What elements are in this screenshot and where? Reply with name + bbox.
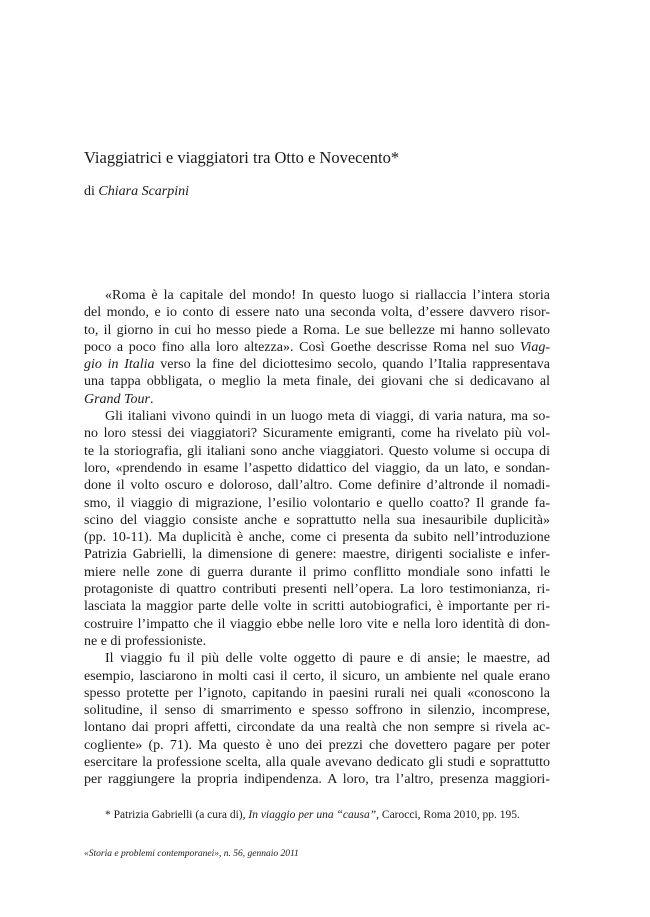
footnote-suffix: , Carocci, Roma 2010, pp. 195. <box>376 809 520 821</box>
body-line: Gli italiani vivono quindi in un luogo meta di viaggi, di varia natura, ma so- <box>105 409 550 425</box>
running-footer: «Storia e problemi contemporanei», n. 56, gennaio 2011 <box>84 849 299 859</box>
body-line: una tappa obbligata, o meglio la meta finale, dei giovani che si dedicavano al <box>84 374 550 390</box>
italic-title: Grand Tour <box>84 391 151 407</box>
body-line: per raggiungere la propria indipendenza. A loro, tra l’altro, presenza maggiori- <box>84 772 550 788</box>
body-line: solitudine, il senso di smarrimento e spesso soffrono in silenzio, incomprese, <box>84 703 550 719</box>
body-line: Patrizia Gabrielli, la dimensione di genere: maestre, dirigenti socialiste e infer- <box>84 547 550 563</box>
body-line: esempio, lasciarono in molti casi il certo, il sicuro, un ambiente nel quale erano <box>84 668 550 684</box>
body-line: lasciata la maggior parte delle volte in scritti autobiografici, è importante per ri- <box>84 599 550 615</box>
body-line: spesso protette per l’ignoto, capitando in paesini rurali nei quali «conoscono la <box>84 685 550 701</box>
author-name: Chiara Scarpini <box>98 184 190 199</box>
article-title: Viaggiatrici e viaggiatori tra Otto e Novecento* <box>84 148 400 167</box>
body-line: cogliente» (p. 71). Ma questo è uno dei prezzi che dovettero pagare per poter <box>84 737 550 753</box>
body-line: gio in Italia verso la fine del diciottesimo secolo, quando l’Italia rappresentava <box>84 357 550 373</box>
article-body <box>84 287 550 789</box>
italic-title: gio in Italia <box>84 357 155 373</box>
body-line: miere nelle zone di guerra durante il primo conflitto mondiale sono infatti le <box>84 564 550 580</box>
body-line: smo, il viaggio di migrazione, l’esilio volontario e quello coatto? Il grande fa- <box>84 495 550 511</box>
body-line: «Roma è la capitale del mondo! In questo luogo si riallaccia l’intera storia <box>105 288 550 303</box>
footnote <box>105 808 520 822</box>
body-line: (pp. 10-11). Ma duplicità è anche, come ci presenta da subito nell’introduzione <box>84 530 550 546</box>
body-line: Grand Tour. <box>84 391 154 407</box>
body-line: lontano dai propri affetti, circondate da una realtà che non sempre si rivela ac- <box>84 720 550 736</box>
body-line: esercitare la professione scelta, alla quale avevano dedicato gli studi e soprattutto <box>84 755 550 771</box>
body-line: del mondo, e io conto di essere nato una seconda volta, d’essere davvero risor- <box>84 305 550 321</box>
body-line: scino del viaggio consiste anche e soprattutto nella sua inesauribile duplicità» <box>84 512 550 528</box>
body-line: no loro stessi dei viaggiatori? Sicuramente emigranti, come ha rivelato più vol- <box>84 426 550 442</box>
body-line: ne e di professioniste. <box>84 633 207 649</box>
body-line: protagoniste di quattro contributi presenti nell’opera. La loro testimonianza, ri- <box>84 582 550 598</box>
italic-title: Viag- <box>519 339 550 355</box>
author-prefix: di <box>84 184 99 199</box>
body-line: Il viaggio fu il più delle volte oggetto di paure e di ansie; le maestre, ad <box>105 651 550 667</box>
body-line: poco a poco fino alla loro altezza». Così Goethe descrisse Roma nel suo Viag- <box>84 339 550 355</box>
body-line: costruire l’impatto che il viaggio ebbe nelle loro vite e nella loro identità di don- <box>84 616 550 632</box>
footnote-prefix: * Patrizia Gabrielli (a cura di), <box>105 809 249 821</box>
body-line: te la storiografia, gli italiani sono anche viaggiatori. Questo volume si occupa di <box>84 443 550 459</box>
body-line: to, il giorno in cui ho messo piede a Roma. Le sue bellezze mi hanno sollevato <box>84 322 550 338</box>
body-line: loro, «prendendo in esame l’aspetto didattico del viaggio, da un lato, e sondan- <box>84 460 550 476</box>
article-author <box>84 183 189 201</box>
footnote-book-title: In viaggio per una “causa” <box>248 809 377 821</box>
body-line: done il volto oscuro e doloroso, dall’altro. Come definire d’altronde il nomadi- <box>84 478 550 494</box>
